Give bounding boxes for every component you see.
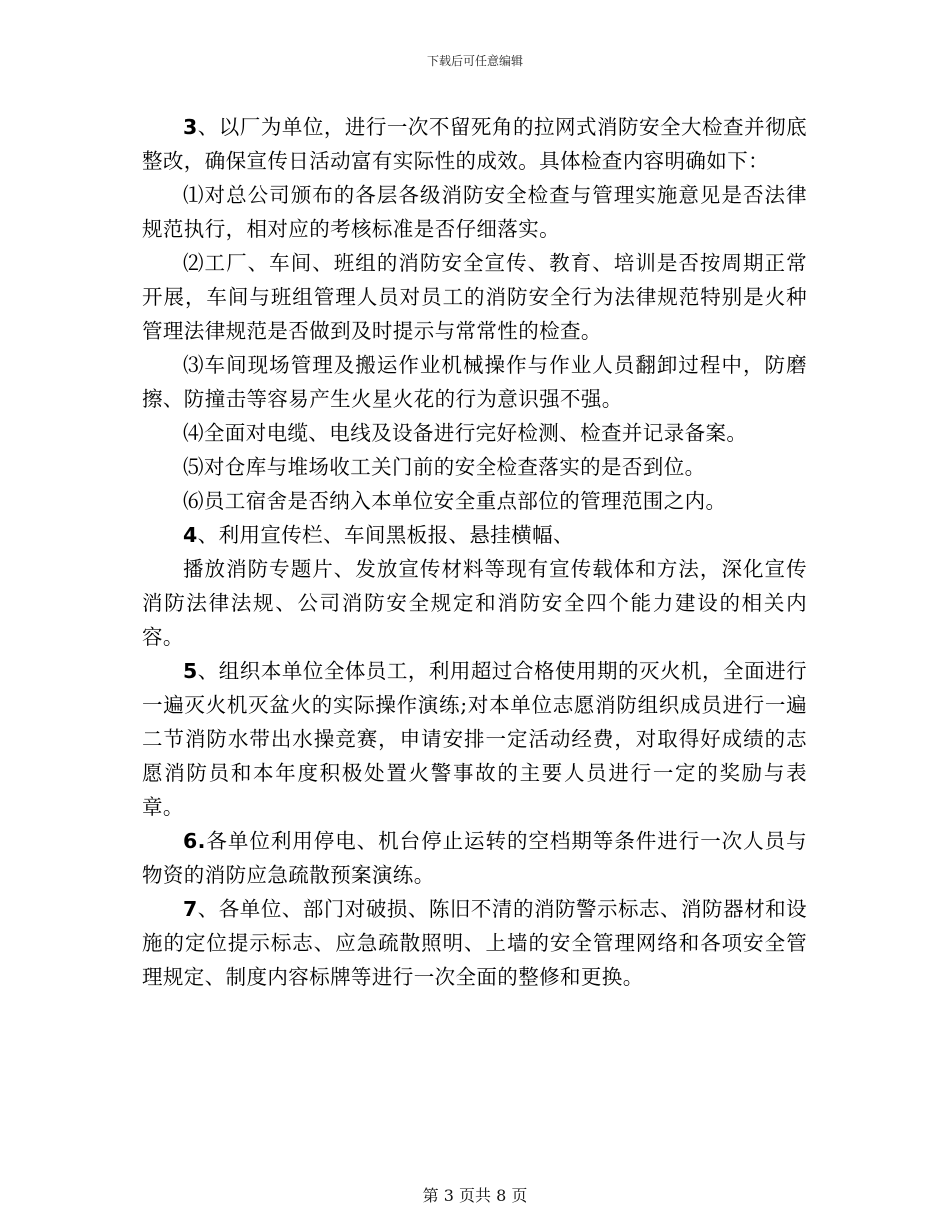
check-item-2 (142, 246, 807, 348)
paragraph-text: 、各单位、部门对破损、陈旧不清的消防警示标志、消防器材和设施的定位提示标志、应急疏散照明、上墙的安全管理网络和各项安全管理规定、制度内容标牌等进行一次全面的整修和更换。 (142, 897, 807, 989)
document-body (142, 110, 807, 994)
paragraph-item-7 (142, 892, 807, 994)
paragraph-text: 各单位利用停电、机台停止运转的空档期等条件进行一次人员与物资的消防应急疏散预案演练。 (142, 829, 807, 887)
item-number: 5 (183, 659, 198, 683)
item-number: 6. (183, 829, 206, 853)
paragraph-text: ⑶车间现场管理及搬运作业机械操作与作业人员翻卸过程中，防磨擦、防撞击等容易产生火星火花的行为意识强不强。 (142, 353, 807, 411)
paragraph-text: 、以厂为单位，进行一次不留死角的拉网式消防安全大检查并彻底整改，确保宣传日活动富有实际性的成效。具体检查内容明确如下： (142, 115, 807, 173)
item-number: 3 (183, 115, 198, 139)
check-item-1 (142, 178, 807, 246)
paragraph-text: 播放消防专题片、发放宣传材料等现有宣传载体和方法，深化宣传消防法律法规、公司消防安全规定和消防安全四个能力建设的相关内容。 (142, 557, 807, 649)
paragraph-text: ⑹员工宿舍是否纳入本单位安全重点部位的管理范围之内。 (183, 489, 727, 513)
check-item-4 (142, 416, 807, 450)
check-item-6 (142, 484, 807, 518)
paragraph-item-4-continued (142, 552, 807, 654)
item-number: 7 (183, 897, 198, 921)
paragraph-item-3 (142, 110, 807, 178)
check-item-5 (142, 450, 807, 484)
page-number: 第 3 页共 8 页 (422, 1186, 528, 1205)
paragraph-text: ⑸对仓库与堆场收工关门前的安全检查落实的是否到位。 (183, 455, 706, 479)
paragraph-item-5 (142, 654, 807, 824)
check-item-3 (142, 348, 807, 416)
paragraph-item-4 (142, 518, 807, 552)
item-number: 4 (183, 523, 198, 547)
paragraph-text: 、组织本单位全体员工，利用超过合格使用期的灭火机，全面进行一遍灭火机灭盆火的实际操作演练;对本单位志愿消防组织成员进行一遍二节消防水带出水操竞赛，申请安排一定活动经费，对取得好成绩的志愿消防员和本年度积极处置火警事故的主要人员进行一定的奖励与表章。 (142, 659, 807, 819)
paragraph-text: ⑷全面对电缆、电线及设备进行完好检测、检查并记录备案。 (183, 421, 748, 445)
paragraph-text: 、利用宣传栏、车间黑板报、悬挂横幅、 (197, 523, 574, 547)
paragraph-item-6 (142, 824, 807, 892)
page-header: 下载后可任意编辑 (426, 54, 523, 68)
paragraph-text: ⑵工厂、车间、班组的消防安全宣传、教育、培训是否按周期正常开展，车间与班组管理人员对员工的消防安全行为法律规范特别是火种管理法律规范是否做到及时提示与常常性的检查。 (142, 251, 807, 343)
paragraph-text: ⑴对总公司颁布的各层各级消防安全检查与管理实施意见是否法律规范执行，相对应的考核标准是否仔细落实。 (142, 183, 807, 241)
